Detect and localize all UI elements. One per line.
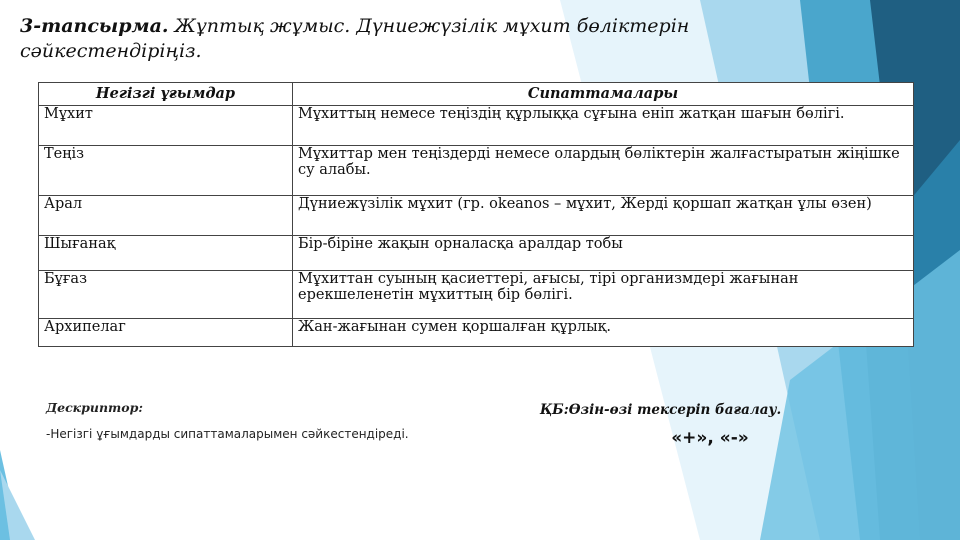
assessment-heading: ҚБ:Өзін-өзі тексеріп бағалау. xyxy=(540,402,782,418)
descriptor-item: -Негізгі ұғымдарды сипаттамаларымен сәйкестендіреді. xyxy=(46,427,409,441)
description-cell: Дүниежүзілік мұхит (гр. okeanos – мұхит, Жерді қоршап жатқан ұлы өзен) xyxy=(293,196,914,236)
table-row xyxy=(39,236,914,271)
term-cell: Теңіз xyxy=(39,146,293,196)
table-row xyxy=(39,146,914,196)
task-text: Жұптық жұмыс. Дүниежүзілік мұхит бөліктерін сәйкестендіріңіз. xyxy=(20,15,690,62)
term-cell: Шығанақ xyxy=(39,236,293,271)
description-cell: Мұхиттың немесе теңіздің құрлыққа сұғына еніп жатқан шағын бөлігі. xyxy=(293,106,914,146)
term-cell: Бұғаз xyxy=(39,271,293,319)
header-terms: Негізгі ұғымдар xyxy=(39,83,293,106)
table-row xyxy=(39,106,914,146)
description-cell: Жан-жағынан сумен қоршалған құрлық. xyxy=(293,319,914,347)
description-cell: Мұхиттар мен теңіздерді немесе олардың бөліктерін жалғастыратын жіңішке су алабы. xyxy=(293,146,914,196)
slide-title xyxy=(20,14,840,64)
table-row xyxy=(39,319,914,347)
term-cell: Архипелаг xyxy=(39,319,293,347)
table-row xyxy=(39,196,914,236)
descriptor-heading: Дескриптор: xyxy=(46,400,143,415)
description-cell: Мұхиттан суының қасиеттері, ағысы, тірі организмдері жағынан ерекшеленетін мұхиттың бір бөлігі. xyxy=(293,271,914,319)
matching-table xyxy=(38,82,914,347)
description-cell: Бір-біріне жақын орналасқа аралдар тобы xyxy=(293,236,914,271)
header-descriptions: Сипаттамалары xyxy=(293,83,914,106)
table-header-row xyxy=(39,83,914,106)
task-label: 3-тапсырма. xyxy=(20,15,169,37)
descriptor-block xyxy=(46,400,409,441)
table-row xyxy=(39,271,914,319)
term-cell: Мұхит xyxy=(39,106,293,146)
assessment-marks: «+», «-» xyxy=(671,428,749,448)
term-cell: Арал xyxy=(39,196,293,236)
assessment-block xyxy=(540,402,850,448)
